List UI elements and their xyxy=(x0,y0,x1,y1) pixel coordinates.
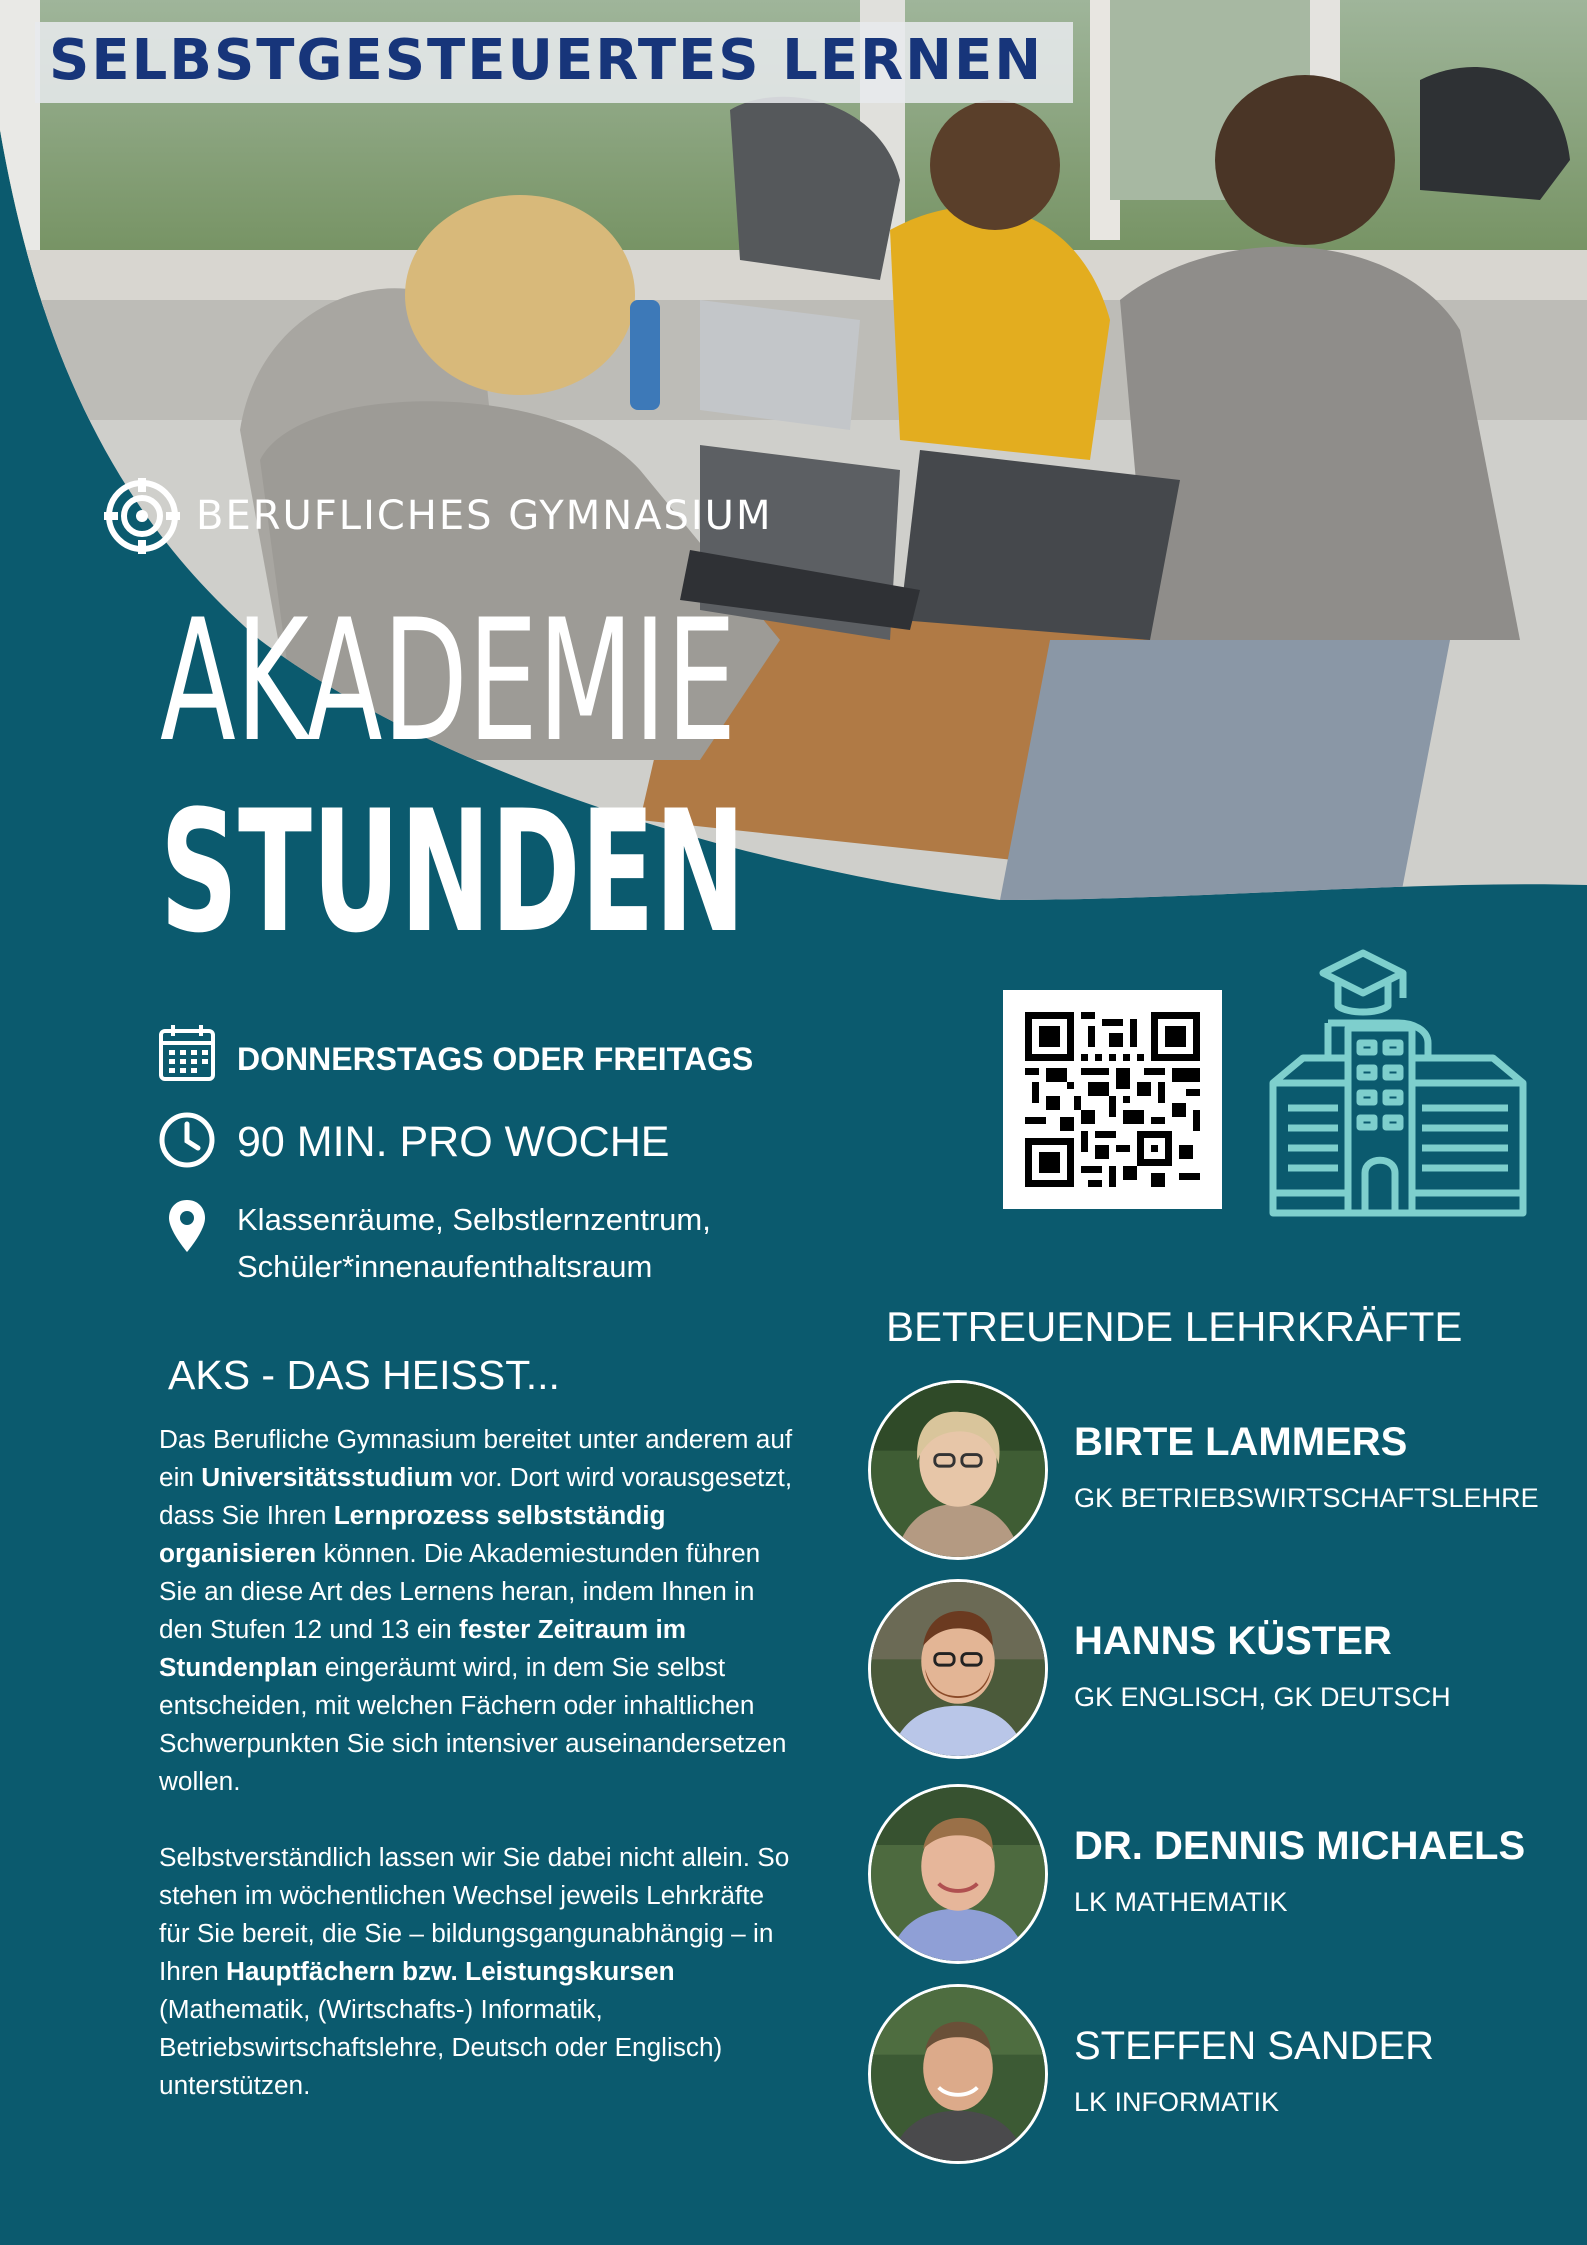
avatar xyxy=(868,1784,1048,1964)
teacher-name: BIRTE LAMMERS xyxy=(1074,1420,1408,1464)
body-text: eingeräumt wird, in dem Sie selbst entscheiden, mit welchen Fächern oder inhaltlichen Schwerpunkten Sie sich intensiver auseinandersetzen wollen. xyxy=(159,1652,787,1796)
banner-title: SELBSTGESTEUERTES LERNEN xyxy=(49,28,1044,93)
aks-body xyxy=(159,1420,794,2142)
calendar-icon xyxy=(157,1023,217,1083)
info-location xyxy=(157,1196,711,1290)
teachers-heading: BETREUENDE LEHRKRÄFTE xyxy=(886,1303,1463,1350)
avatar xyxy=(868,1984,1048,2164)
body-text: Selbstverständlich lassen wir Sie dabei nicht allein. So stehen im wöchentlichen Wechsel jeweils Lehrkräfte für Sie bereit, die Sie – bildungsgangunabhängig – in Ihren xyxy=(159,1842,790,1986)
title-line-2: STUNDEN xyxy=(160,774,746,970)
body-text: vor. Dort wird vorausgesetzt, dass Sie Ihren xyxy=(159,1462,793,1530)
avatar xyxy=(868,1380,1048,1560)
info-duration xyxy=(157,1110,669,1170)
teacher-card xyxy=(868,1784,1568,1966)
top-banner xyxy=(35,22,1073,103)
clock-icon xyxy=(157,1110,217,1170)
aks-paragraph-2 xyxy=(159,1838,794,2104)
qr-code-icon xyxy=(1025,1012,1200,1187)
map-pin-icon xyxy=(157,1196,217,1256)
body-text: (Mathematik, (Wirtschafts-) Informatik, Betriebswirtschaftslehre, Deutsch oder Englisch) unterstützen. xyxy=(159,1994,723,2100)
school-name: BERUFLICHES GYMNASIUM xyxy=(196,493,773,539)
emphasis-text: fester Zeitraum im Stundenplan xyxy=(159,1614,686,1682)
title-line-1: AKADEMIE xyxy=(160,583,737,779)
teacher-subjects: LK MATHEMATIK xyxy=(1074,1887,1288,1917)
teacher-name: STEFFEN SANDER xyxy=(1074,2024,1435,2068)
emphasis-text: Hauptfächern bzw. Leistungskursen xyxy=(225,1956,675,1986)
qr-code[interactable] xyxy=(1003,990,1222,1209)
target-gear-logo-icon xyxy=(104,478,180,554)
teacher-card xyxy=(868,1579,1568,1761)
teacher-subjects: LK INFORMATIK xyxy=(1074,2087,1280,2117)
days-text: DONNERSTAGS ODER FREITAGS xyxy=(237,1041,754,1077)
info-days xyxy=(157,1023,753,1083)
emphasis-text: Lernprozess selbstständig organisieren xyxy=(159,1500,666,1568)
teacher-card xyxy=(868,1380,1568,1562)
school-brand xyxy=(104,478,772,554)
school-building-icon xyxy=(1268,948,1528,1218)
body-text: können. Die Akademiestunden führen Sie an diese Art des Lernens heran, indem Ihnen in den Stufen 12 und 13 ein xyxy=(159,1538,761,1644)
body-text: Das Berufliche Gymnasium bereitet unter anderem auf ein xyxy=(159,1424,793,1492)
duration-text: 90 MIN. PRO WOCHE xyxy=(237,1118,670,1166)
teacher-subjects: GK ENGLISCH, GK DEUTSCH xyxy=(1074,1682,1451,1712)
teacher-card xyxy=(868,1984,1568,2166)
location-line-1: Klassenräume, Selbstlernzentrum, xyxy=(237,1202,711,1237)
location-line-2: Schüler*innenaufenthaltsraum xyxy=(237,1249,653,1284)
avatar xyxy=(868,1579,1048,1759)
teacher-name: DR. DENNIS MICHAELS xyxy=(1074,1824,1526,1868)
aks-heading: AKS - DAS HEISST... xyxy=(168,1352,560,1398)
teacher-subjects: GK BETRIEBSWIRTSCHAFTSLEHRE xyxy=(1074,1483,1539,1513)
teacher-name: HANNS KÜSTER xyxy=(1074,1619,1392,1663)
emphasis-text: Universitätsstudium xyxy=(201,1462,453,1492)
aks-paragraph-1 xyxy=(159,1420,794,1800)
